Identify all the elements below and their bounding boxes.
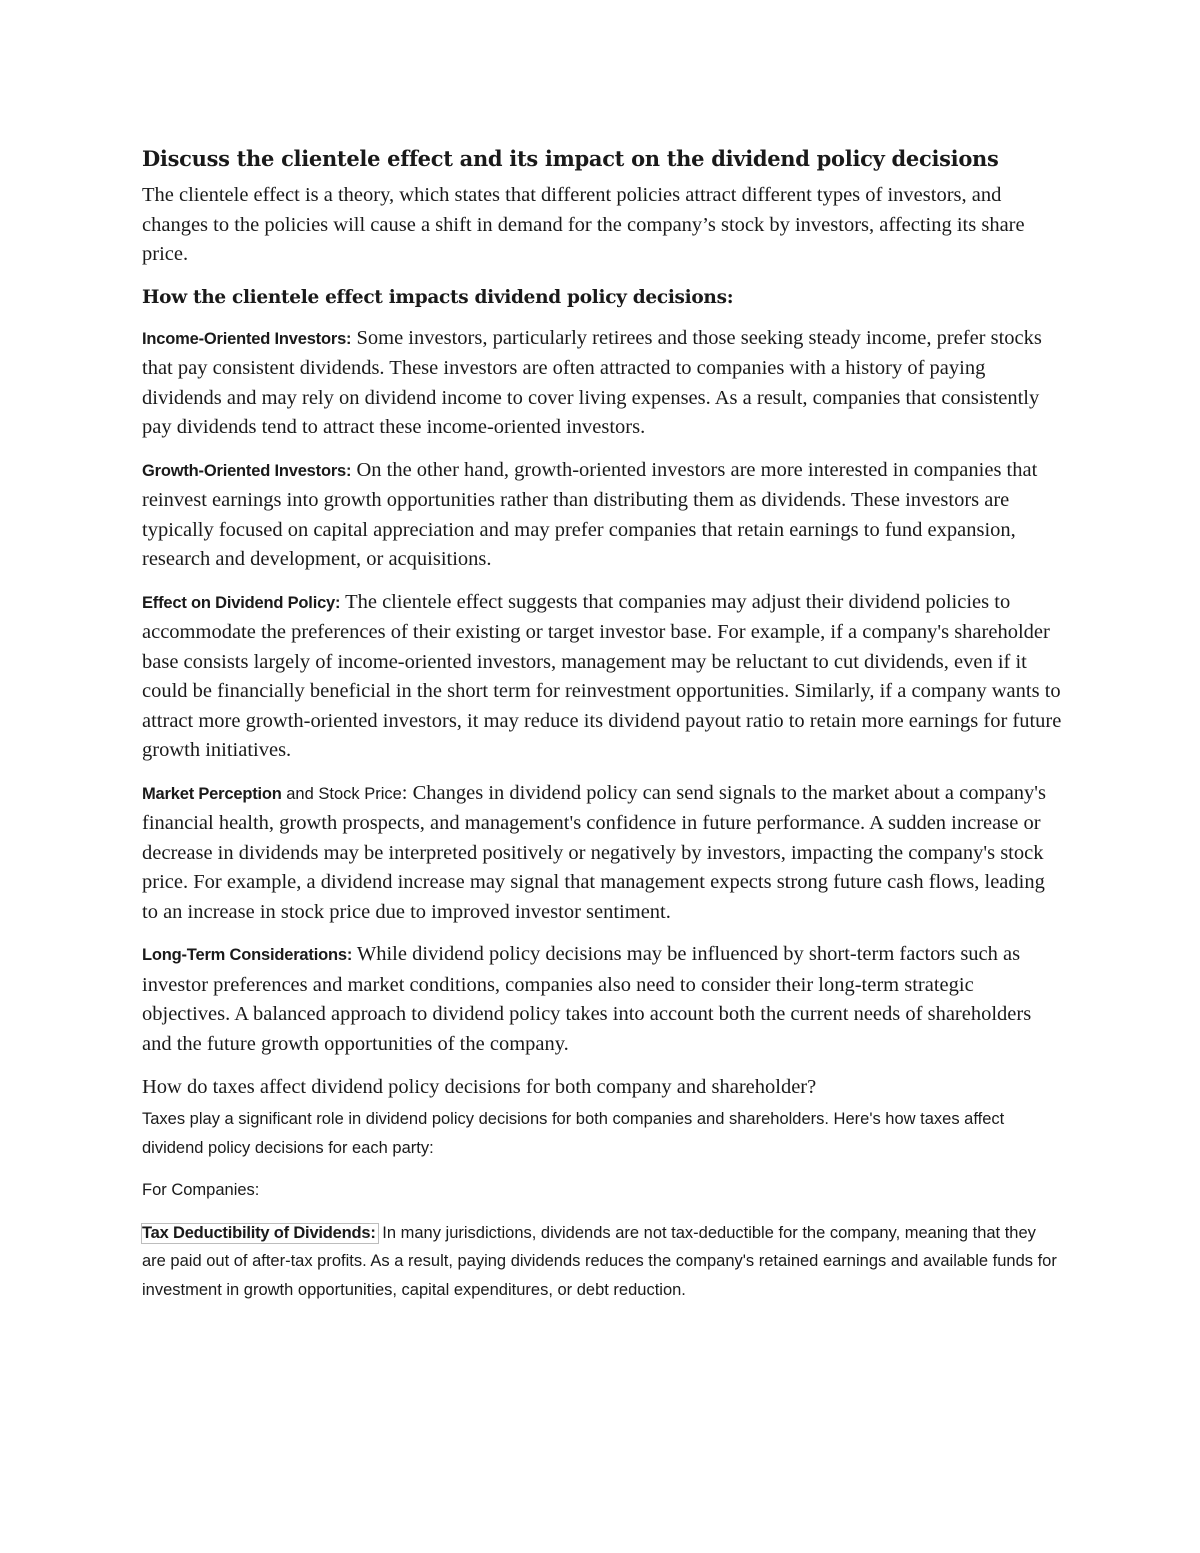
section-text: In many jurisdictions, dividends are not tax-deductible for the company, meaning that they are paid out of after-tax profits. As a result, paying dividends reduces the company's retained earnings and available funds for investment in growth opportunities, capital expenditures, or debt reduction. xyxy=(142,1223,1057,1299)
section-text: The clientele effect suggests that companies may adjust their dividend policies to accommodate the preferences of their existing or target investor base. For example, if a company's shareholder base consists largely of income-oriented investors, management may be reluctant to cut dividends, even if it could be financially beneficial in the short term for reinvestment opportunities. Similarly, if a company wants to attract more growth-oriented investors, it may reduce its dividend payout ratio to retain more earnings for future growth initiatives. xyxy=(142,590,1062,761)
intro-paragraph: The clientele effect is a theory, which states that different policies attract different types of investors, and changes to the policies will cause a shift in demand for the company’s stock by investors, affecting its share price. xyxy=(142,184,1025,265)
section-lead: Growth-Oriented Investors: xyxy=(142,461,352,480)
section-lead: Income-Oriented Investors: xyxy=(142,329,352,348)
section-lead: Tax Deductibility of Dividends: xyxy=(142,1223,376,1242)
section-text: : Changes in dividend policy can send signals to the market about a company's financial health, growth prospects, and management's confidence in future performance. A sudden increase or decrease in dividends may be interpreted positively or negatively by investors, impacting the company's stock price. For example, a dividend increase may signal that management expects strong future cash flows, leading to an increase in stock price due to improved investor sentiment. xyxy=(142,781,1046,923)
section-growth-oriented xyxy=(142,456,1064,575)
section-text: While dividend policy decisions may be influenced by short-term factors such as investor preferences and market conditions, companies also need to consider their long-term strategic objectives. A balanced approach to dividend policy takes into account both the current needs of shareholders and the future growth opportunities of the company. xyxy=(142,943,1032,1055)
section-lead: Market Perception xyxy=(142,784,282,803)
section-income-oriented xyxy=(142,324,1064,443)
tax-intro-paragraph: Taxes play a significant role in dividend policy decisions for both companies and shareholders. Here's how taxes affect dividend policy decisions for each party: xyxy=(142,1110,1005,1157)
section-long-term xyxy=(142,940,1064,1059)
section-text: Some investors, particularly retirees and those seeking steady income, prefer stocks that pay consistent dividends. These investors are often attracted to companies with a history of paying dividends and may rely on dividend income to cover living expenses. As a result, companies that consistently pay dividends tend to attract these income-oriented investors. xyxy=(142,326,1042,438)
section-subheading: How the clientele effect impacts dividend policy decisions: xyxy=(142,286,734,308)
section-lead: Effect on Dividend Policy: xyxy=(142,593,341,612)
section-lead-normal: and Stock Price xyxy=(281,784,402,803)
document-page xyxy=(142,143,1064,1318)
section-tax-deductibility xyxy=(142,1219,1064,1305)
section-market-perception xyxy=(142,779,1064,928)
for-companies-label: For Companies: xyxy=(142,1181,260,1199)
section-effect-on-dividend-policy xyxy=(142,588,1064,766)
section-text: On the other hand, growth-oriented investors are more interested in companies that reinvest earnings into growth opportunities rather than distributing them as dividends. These investors are typically focused on capital appreciation and may prefer companies that retain earnings to fund expansion, research and development, or acquisitions. xyxy=(142,458,1038,570)
section-lead: Long-Term Considerations: xyxy=(142,946,353,964)
taxes-question: How do taxes affect dividend policy decisions for both company and shareholder? xyxy=(142,1076,817,1098)
document-title: Discuss the clientele effect and its impact on the dividend policy decisions xyxy=(142,146,999,171)
